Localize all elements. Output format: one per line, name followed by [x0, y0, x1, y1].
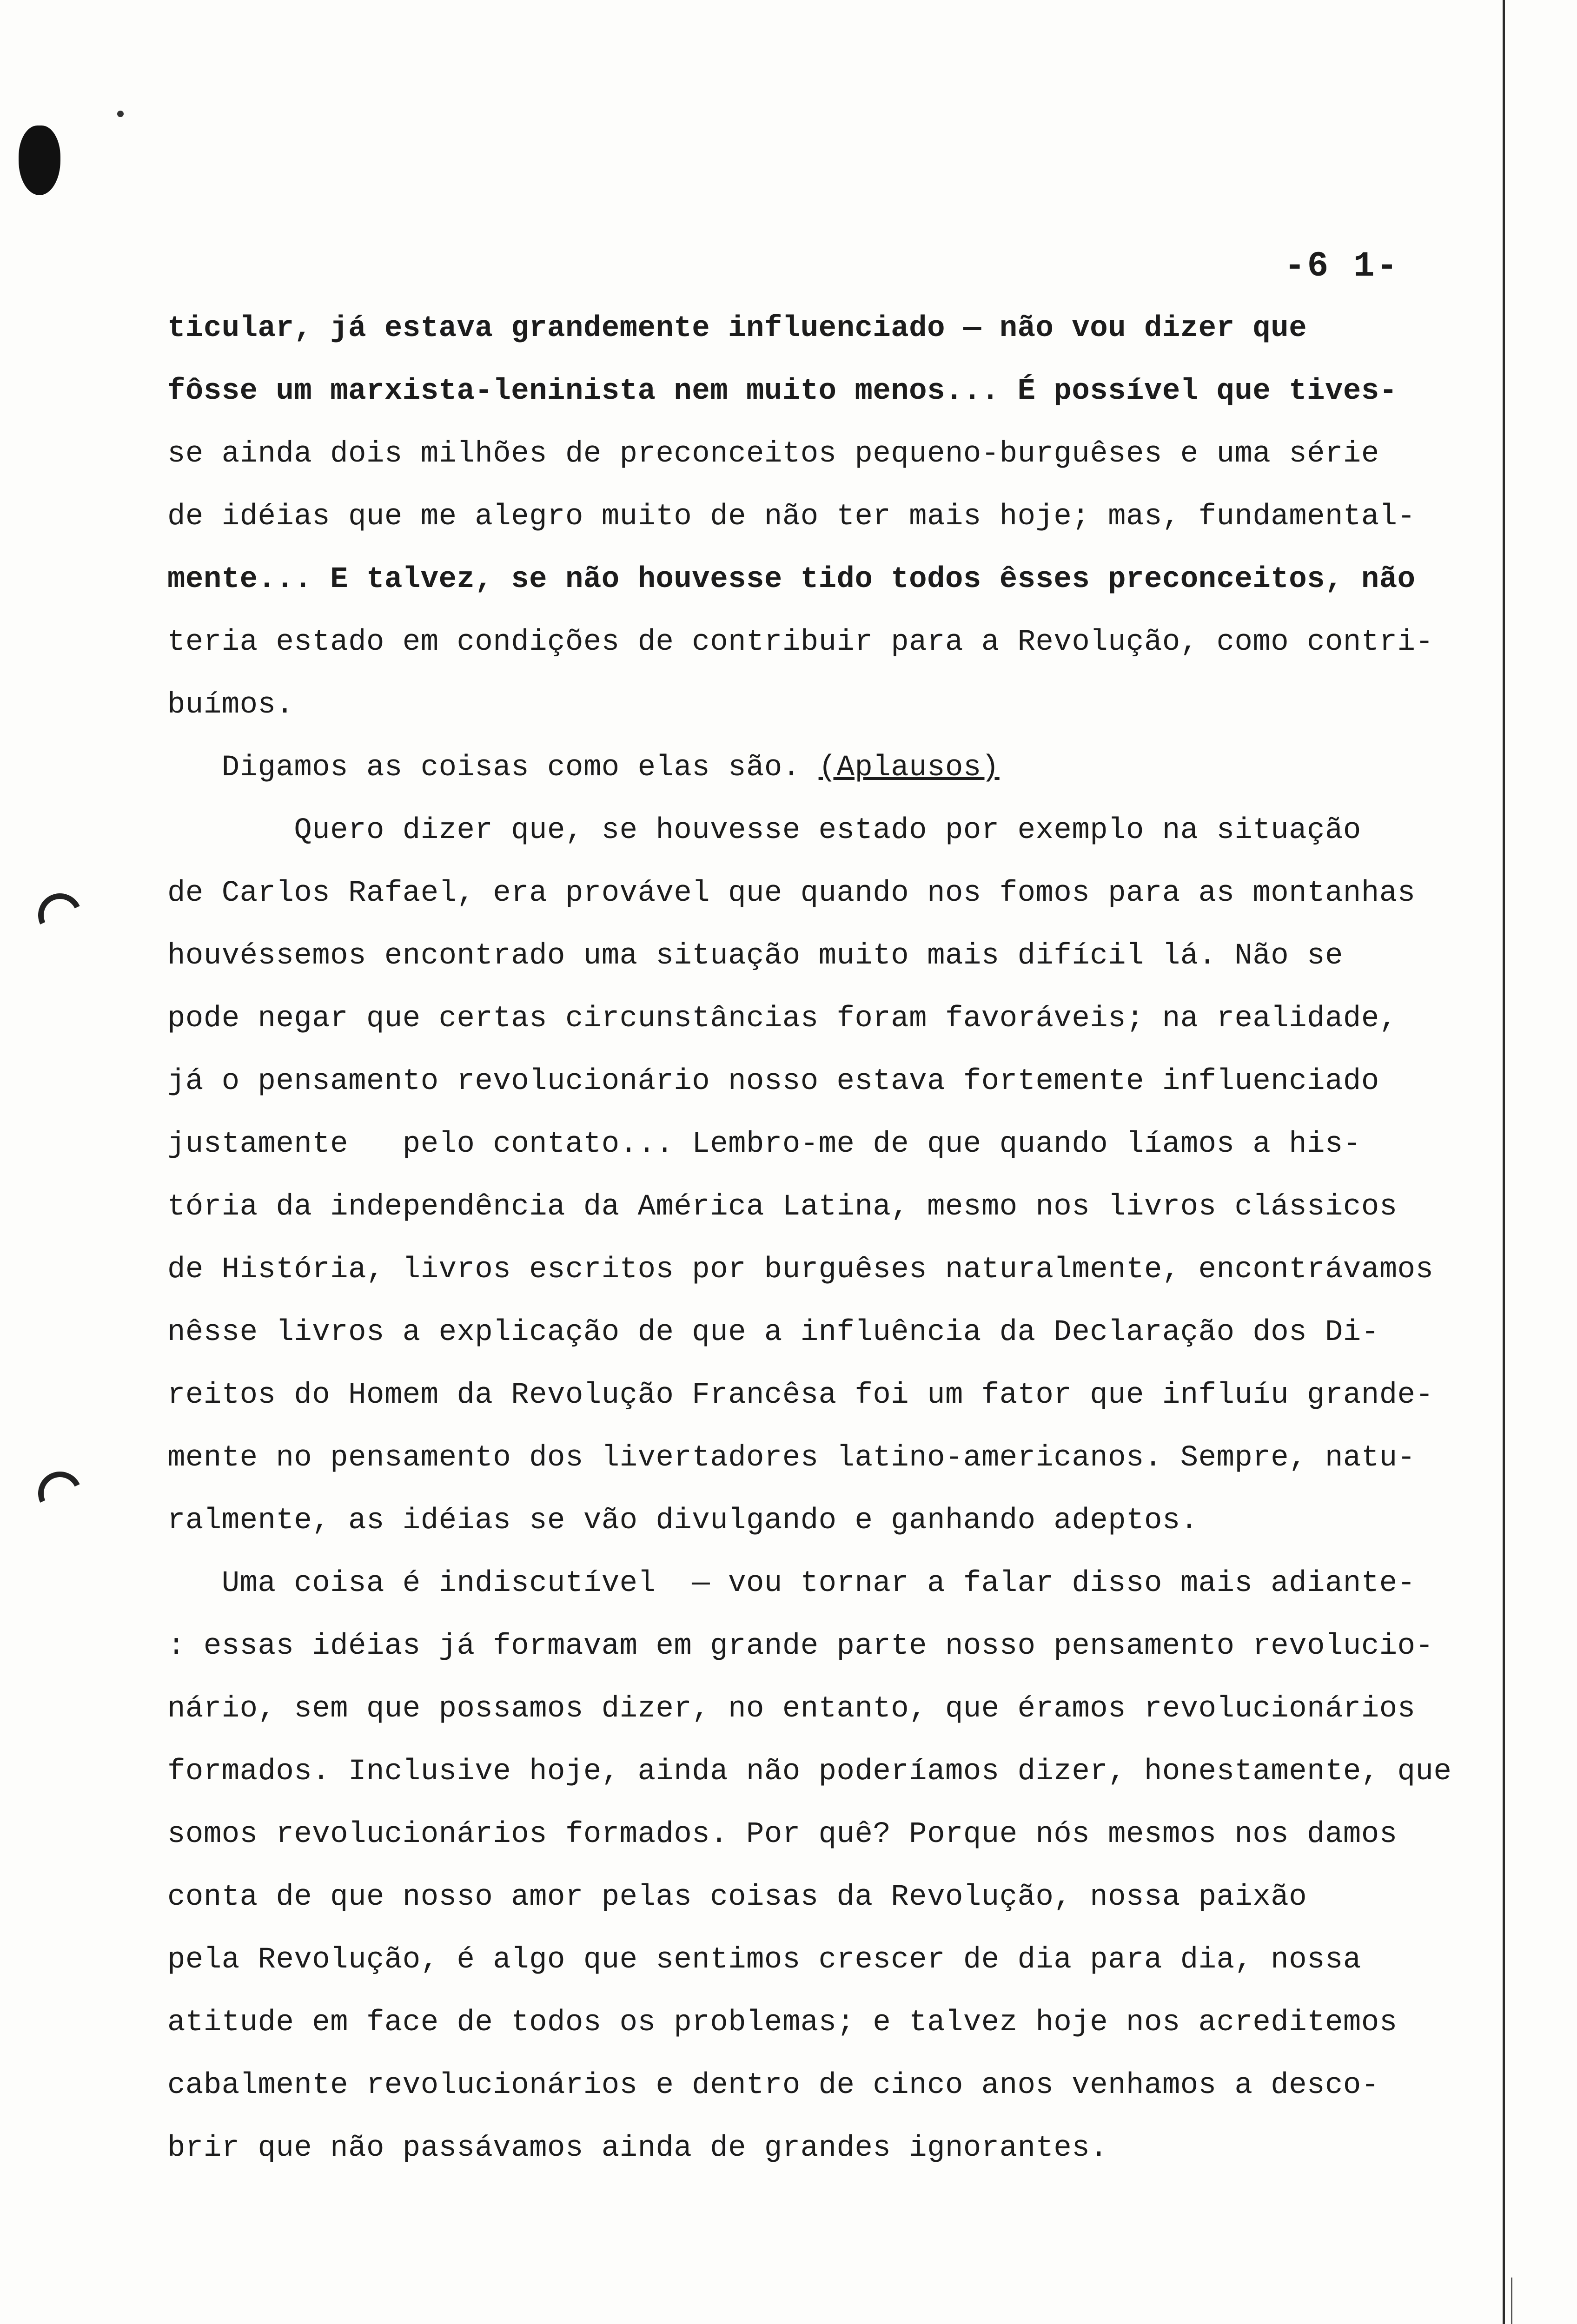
text-line: mente no pensamento dos livertadores latino-americanos. Sempre, natu- — [167, 1441, 1416, 1475]
text-line: nêsse livros a explicação de que a influência da Declaração dos Di- — [167, 1316, 1379, 1349]
text-line: de Carlos Rafael, era provável que quando nos fomos para as montanhas — [167, 877, 1416, 910]
text-line: tória da independência da América Latina, mesmo nos livros clássicos — [167, 1190, 1398, 1224]
text-line: justamente pelo contato... Lembro-me de que quando líamos a his- — [167, 1128, 1361, 1161]
text-line: nário, sem que possamos dizer, no entanto, que éramos revolucionários — [167, 1692, 1416, 1726]
text-line: conta de que nosso amor pelas coisas da Revolução, nossa paixão — [167, 1881, 1307, 1914]
text-line: Uma coisa é indiscutível — vou tornar a falar disso mais adiante- — [167, 1567, 1416, 1600]
applause-note: (Aplausos) — [818, 751, 1000, 785]
text-line: teria estado em condições de contribuir para a Revolução, como contri- — [167, 626, 1434, 659]
text-line: formados. Inclusive hoje, ainda não poderíamos dizer, honestamente, que — [167, 1755, 1452, 1789]
text-line: de idéias que me alegro muito de não ter mais hoje; mas, fundamental- — [167, 500, 1416, 534]
text-line: pode negar que certas circunstâncias foram favoráveis; na realidade, — [167, 1002, 1398, 1036]
text-line: já o pensamento revolucionário nosso estava fortemente influenciado — [167, 1065, 1379, 1098]
text-line: : essas idéias já formavam em grande parte nosso pensamento revolucio- — [167, 1630, 1434, 1663]
text-line: brir que não passávamos ainda de grandes ignorantes. — [167, 2132, 1108, 2165]
text-line: somos revolucionários formados. Por quê? Porque nós mesmos nos damos — [167, 1818, 1398, 1851]
text-line: ticular, já estava grandemente influenciado — não vou dizer que — [167, 312, 1307, 345]
punch-hole-icon — [32, 1466, 88, 1521]
body-text — [167, 297, 1506, 2180]
text-line: Quero dizer que, se houvesse estado por exemplo na situação — [167, 814, 1361, 847]
page-number: -6 1- — [1284, 246, 1400, 286]
text-line: fôsse um marxista-leninista nem muito menos... É possível que tives- — [167, 375, 1398, 408]
text-line: se ainda dois milhões de preconceitos pequeno-burguêses e uma série — [167, 437, 1379, 471]
binder-hole-mark — [19, 125, 60, 195]
right-margin-rule-secondary — [1511, 2278, 1512, 2324]
text-line: reitos do Homem da Revolução Francêsa foi um fator que influíu grande- — [167, 1379, 1434, 1412]
text-line: houvéssemos encontrado uma situação muito mais difícil lá. Não se — [167, 939, 1343, 973]
text-line: atitude em face de todos os problemas; e talvez hoje nos acreditemos — [167, 2006, 1398, 2040]
text-line: ralmente, as idéias se vão divulgando e ganhando adeptos. — [167, 1504, 1199, 1538]
ink-dot — [117, 111, 124, 117]
punch-hole-icon — [32, 887, 88, 943]
text-line: cabalmente revolucionários e dentro de cinco anos venhamos a desco- — [167, 2069, 1379, 2102]
text-line: mente... E talvez, se não houvesse tido todos êsses preconceitos, não — [167, 563, 1416, 596]
text-line: de História, livros escritos por burguêses naturalmente, encontrávamos — [167, 1253, 1434, 1287]
text-line — [167, 737, 1506, 799]
text-line: pela Revolução, é algo que sentimos crescer de dia para dia, nossa — [167, 1943, 1361, 1977]
text-segment: Digamos as coisas como elas são. — [167, 751, 819, 785]
text-line: buímos. — [167, 688, 294, 722]
